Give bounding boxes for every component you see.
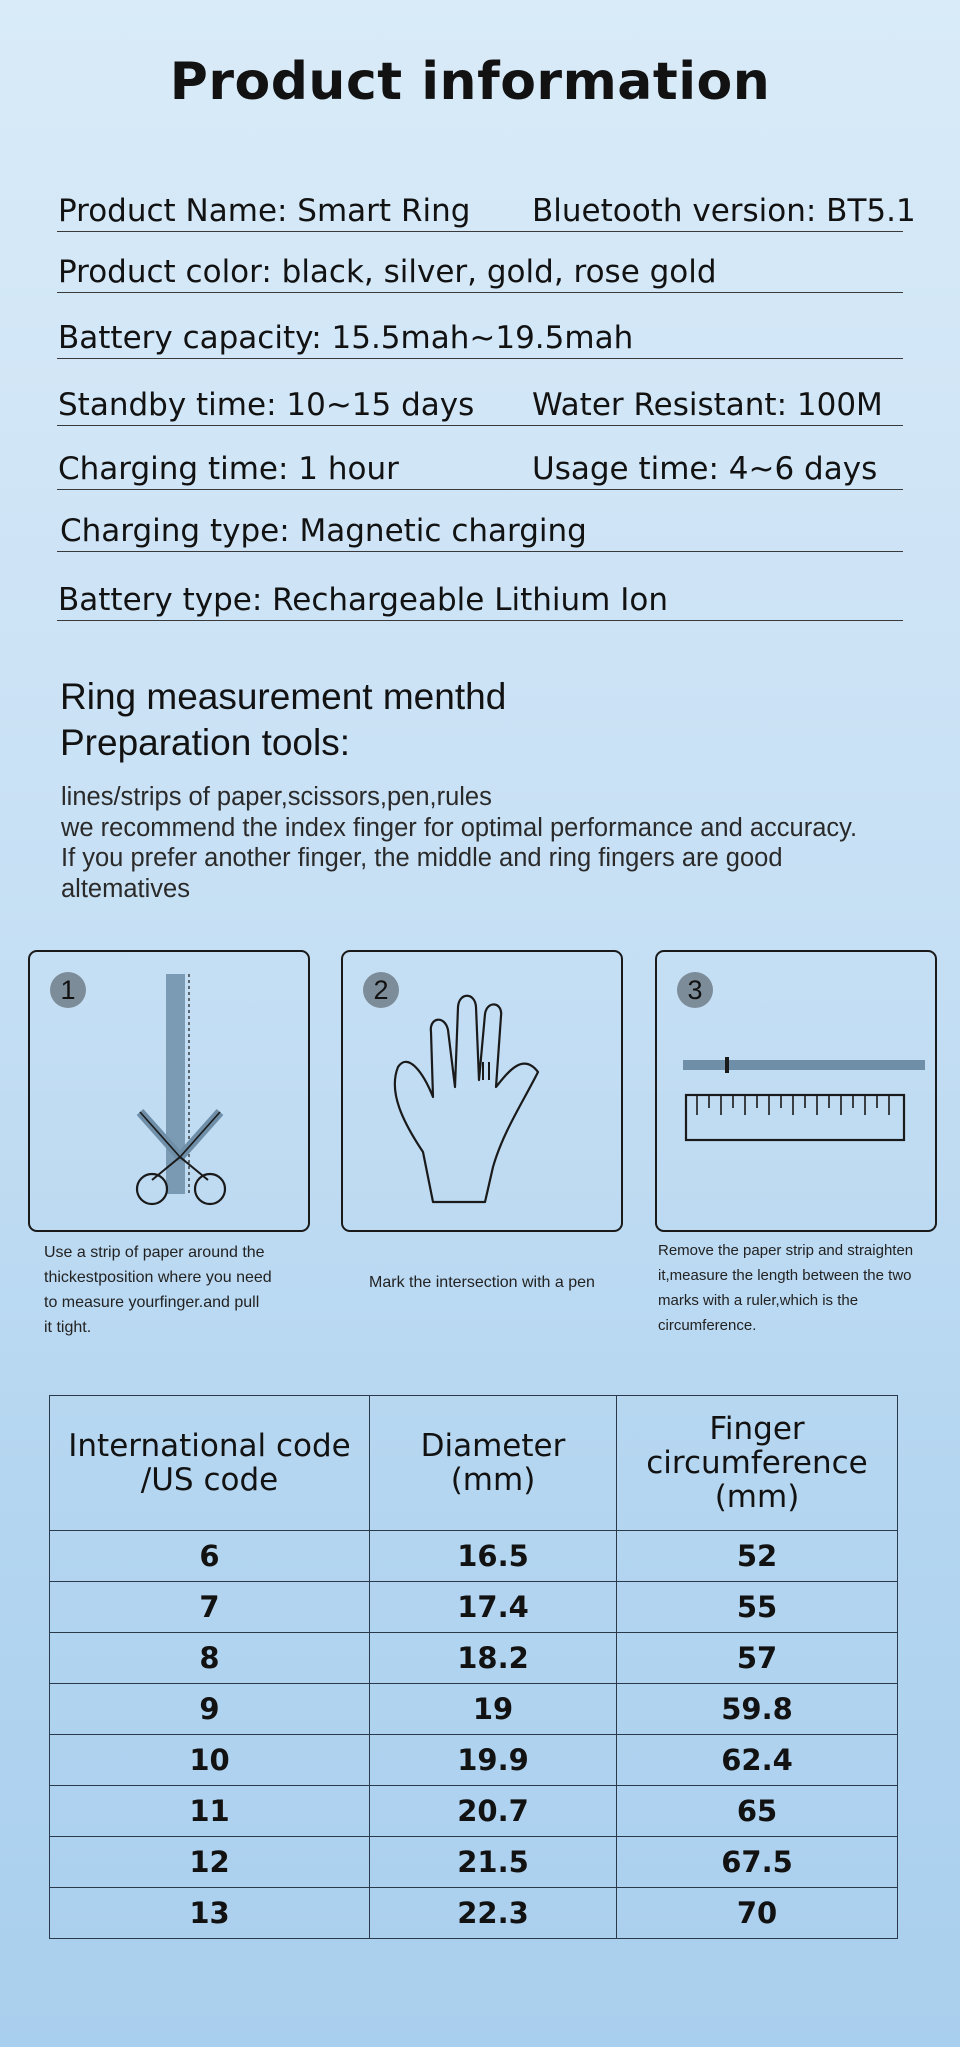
size-circumference: 67.5 bbox=[617, 1837, 898, 1888]
size-diameter: 17.4 bbox=[370, 1582, 617, 1633]
measurement-description bbox=[61, 782, 857, 904]
size-diameter: 16.5 bbox=[370, 1531, 617, 1582]
spec-battery-type: Battery type: Rechargeable Lithium Ion bbox=[58, 582, 668, 618]
page-title: Product information bbox=[169, 52, 771, 112]
spec-row bbox=[57, 444, 903, 490]
size-circumference: 70 bbox=[617, 1888, 898, 1939]
step-3-caption: Remove the paper strip and straighten it,measure the length between the two marks with a ruler,which is the circumference. bbox=[658, 1242, 914, 1334]
step-3-badge: 3 bbox=[677, 972, 713, 1008]
table-header-row bbox=[50, 1396, 898, 1531]
spec-charging-type: Charging type: Magnetic charging bbox=[60, 513, 587, 549]
spec-charging-time: Charging time: 1 hour bbox=[58, 451, 399, 487]
size-diameter: 20.7 bbox=[370, 1786, 617, 1837]
size-diameter: 18.2 bbox=[370, 1633, 617, 1684]
step-2-panel bbox=[341, 950, 623, 1232]
ruler-icon bbox=[657, 952, 935, 1230]
measurement-subtitle: Preparation tools: bbox=[60, 722, 351, 763]
spec-row bbox=[57, 381, 903, 426]
table-row bbox=[50, 1582, 898, 1633]
header-diameter: Diameter (mm) bbox=[370, 1396, 617, 1531]
step-2-badge: 2 bbox=[363, 972, 399, 1008]
measurement-line: If you prefer another finger, the middle and ring fingers are good bbox=[61, 844, 783, 872]
header-international-code: International code /US code bbox=[50, 1396, 370, 1531]
size-code: 6 bbox=[50, 1531, 370, 1582]
scissors-paper-icon bbox=[30, 952, 308, 1230]
spec-water-resistant: Water Resistant: 100M bbox=[532, 387, 883, 423]
hand-icon bbox=[343, 952, 621, 1230]
ring-size-table bbox=[49, 1395, 898, 1939]
measurement-line: we recommend the index finger for optimal performance and accuracy. bbox=[61, 813, 858, 842]
spec-row bbox=[57, 248, 903, 293]
measurement-line: lines/strips of paper,scissors,pen,rules bbox=[61, 783, 492, 811]
table-row bbox=[50, 1786, 898, 1837]
spec-row bbox=[57, 506, 903, 552]
spec-product-color: Product color: black, silver, gold, rose gold bbox=[58, 254, 717, 290]
size-code: 11 bbox=[50, 1786, 370, 1837]
size-diameter: 19 bbox=[370, 1684, 617, 1735]
size-circumference: 65 bbox=[617, 1786, 898, 1837]
spec-battery-capacity: Battery capacity: 15.5mah~19.5mah bbox=[58, 320, 634, 356]
measurement-line: altematives bbox=[61, 874, 190, 903]
size-diameter: 22.3 bbox=[370, 1888, 617, 1939]
table-row bbox=[50, 1735, 898, 1786]
size-diameter: 21.5 bbox=[370, 1837, 617, 1888]
table-row bbox=[50, 1684, 898, 1735]
size-circumference: 62.4 bbox=[617, 1735, 898, 1786]
spec-row bbox=[57, 186, 916, 232]
table-row bbox=[50, 1888, 898, 1939]
step-1-badge: 1 bbox=[50, 972, 86, 1008]
size-code: 10 bbox=[50, 1735, 370, 1786]
size-code: 7 bbox=[50, 1582, 370, 1633]
header-circumference: Finger circumference (mm) bbox=[617, 1396, 898, 1531]
step-1-caption: Use a strip of paper around the thickestposition where you need to measure yourfinger.and pull it tight. bbox=[44, 1244, 272, 1336]
size-code: 8 bbox=[50, 1633, 370, 1684]
size-circumference: 55 bbox=[617, 1582, 898, 1633]
spec-standby-time: Standby time: 10~15 days bbox=[58, 387, 475, 423]
step-1-panel bbox=[28, 950, 310, 1232]
size-code: 12 bbox=[50, 1837, 370, 1888]
size-circumference: 59.8 bbox=[617, 1684, 898, 1735]
spec-usage-time: Usage time: 4~6 days bbox=[532, 451, 878, 487]
size-circumference: 52 bbox=[617, 1531, 898, 1582]
measurement-title: Ring measurement menthd bbox=[60, 676, 507, 717]
spec-row bbox=[57, 575, 903, 621]
table-row bbox=[50, 1633, 898, 1684]
spec-product-name: Product Name: Smart Ring bbox=[58, 193, 471, 229]
spec-bluetooth-version: Bluetooth version: BT5.1 bbox=[532, 193, 916, 229]
spec-row bbox=[57, 314, 903, 359]
size-code: 9 bbox=[50, 1684, 370, 1735]
step-2-caption: Mark the intersection with a pen bbox=[369, 1274, 595, 1291]
size-diameter: 19.9 bbox=[370, 1735, 617, 1786]
table-row bbox=[50, 1531, 898, 1582]
size-code: 13 bbox=[50, 1888, 370, 1939]
step-3-panel bbox=[655, 950, 937, 1232]
table-row bbox=[50, 1837, 898, 1888]
size-circumference: 57 bbox=[617, 1633, 898, 1684]
